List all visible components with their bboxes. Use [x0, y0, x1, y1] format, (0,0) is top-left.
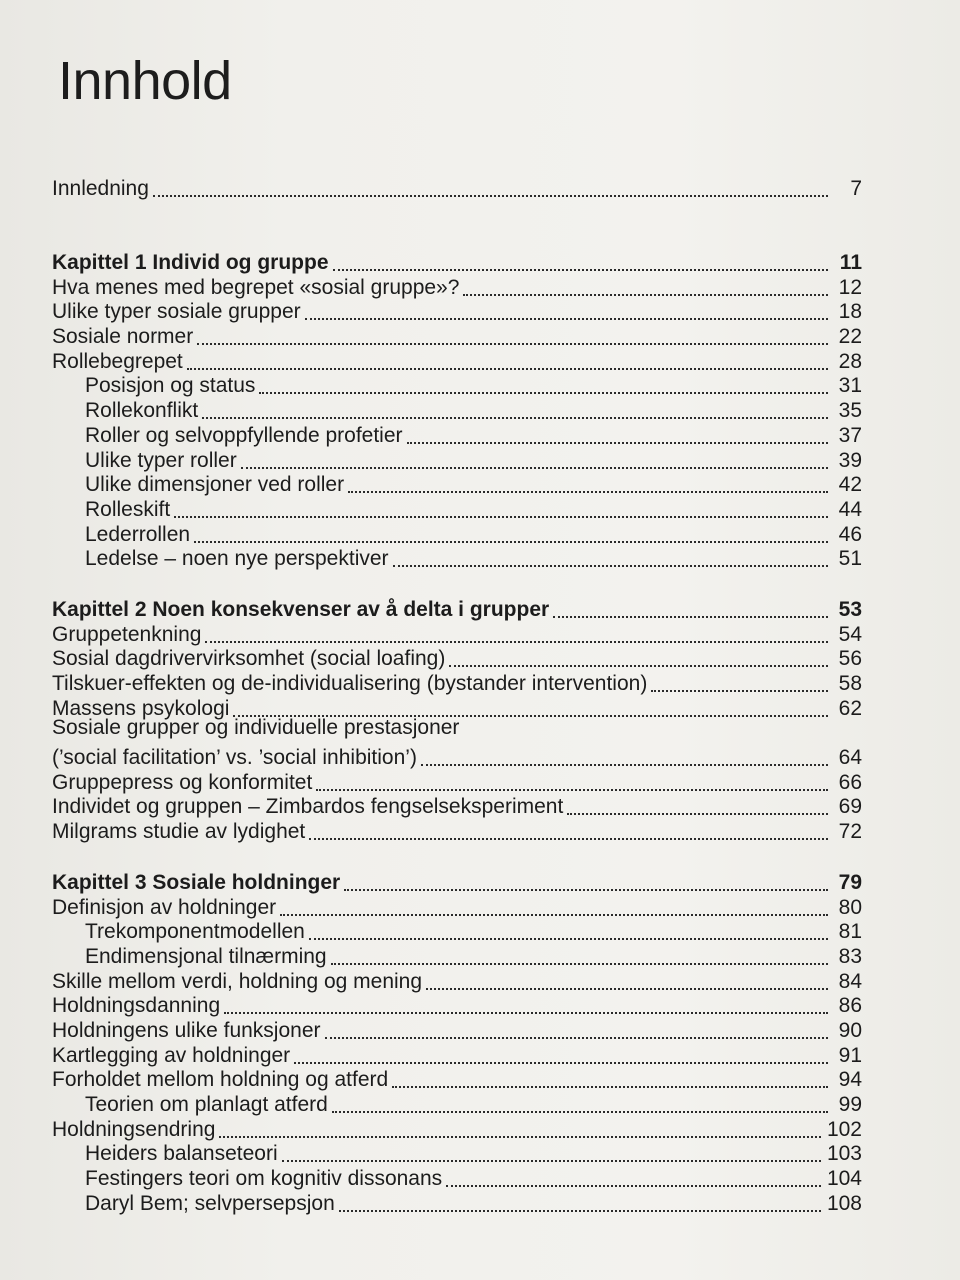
toc-entry — [52, 172, 862, 220]
toc-page-number: 31 — [838, 374, 862, 398]
dot-leader — [332, 1090, 828, 1113]
dot-leader — [449, 644, 828, 667]
dot-leader — [567, 792, 828, 815]
toc-page-number: 64 — [838, 746, 862, 770]
toc-entry-label: Holdningsdanning — [52, 994, 221, 1018]
toc-entry-label: Ledelse – noen nye perspektiver — [85, 547, 389, 571]
toc-entry-label: Kapittel 1 Individ og gruppe — [52, 251, 329, 274]
toc-entry-label: Holdningsendring — [52, 1117, 216, 1141]
dot-leader — [187, 347, 828, 370]
toc-entry-label: Ulike typer roller — [85, 448, 237, 472]
toc-entry-label: Kapittel 2 Noen konsekvenser av å delta i grupper — [52, 597, 550, 621]
toc-subsection-entry — [52, 493, 862, 521]
toc-entry-label: Kapittel 3 Sosiale holdninger — [52, 870, 341, 894]
toc-entry-label: Endimensjonal tilnærming — [85, 944, 327, 968]
dot-leader — [344, 868, 828, 891]
dot-leader — [309, 817, 828, 840]
toc-entry-label: Massens psykologi — [52, 696, 230, 720]
toc-page-number: 79 — [838, 870, 862, 894]
dot-leader — [202, 396, 828, 419]
dot-leader — [553, 595, 828, 618]
dot-leader — [233, 694, 828, 717]
toc-page-number: 81 — [838, 920, 862, 944]
toc-entry — [52, 716, 862, 741]
toc-entry-label: Ulike dimensjoner ved roller — [85, 473, 345, 497]
toc-page-number: 12 — [838, 275, 862, 299]
dot-leader — [197, 322, 828, 345]
toc-entry-label: Teorien om planlagt atferd — [85, 1093, 328, 1116]
toc-entry-label: Trekomponentmodellen — [85, 920, 305, 944]
toc-entry-label: Lederrollen — [85, 522, 191, 546]
table-of-contents — [52, 172, 862, 1215]
toc-page-number: 102 — [826, 1117, 862, 1141]
toc-entry-label: Hva menes med begrepet «sosial gruppe»? — [52, 275, 460, 299]
toc-entry-label: Festingers teori om kognitiv dissonans — [85, 1167, 443, 1191]
toc-page-number: 42 — [838, 473, 862, 497]
toc-entry-label: Gruppetenkning — [52, 622, 202, 646]
toc-entry-label: Sosiale grupper og individuelle prestasjoner — [52, 716, 460, 740]
toc-page-number: 108 — [826, 1191, 862, 1215]
toc-page-number: 83 — [838, 944, 862, 968]
toc-chapter-entry — [52, 246, 862, 274]
toc-entry-label: Holdningens ulike funksjoner — [52, 1018, 321, 1042]
dot-leader — [333, 248, 828, 271]
toc-page-number: 53 — [838, 597, 862, 621]
toc-page-number: 72 — [838, 820, 862, 844]
toc-entry-label: Rollekonflikt — [85, 399, 199, 423]
toc-page-number: 104 — [826, 1167, 862, 1191]
dot-leader — [305, 297, 828, 320]
dot-leader — [392, 1065, 828, 1088]
toc-page-number: 84 — [838, 969, 862, 993]
dot-leader — [194, 520, 828, 543]
dot-leader — [446, 1164, 821, 1187]
dot-leader — [463, 273, 828, 296]
toc-page-number: 69 — [838, 795, 862, 819]
toc-entry-label: (’social facilitation’ vs. ’social inhibition’) — [52, 746, 417, 770]
toc-entry-label: Daryl Bem; selvpersepsjon — [85, 1191, 335, 1215]
toc-page-number: 18 — [838, 300, 862, 324]
toc-entry-label: Sosiale normer — [52, 325, 194, 349]
toc-page-number: 62 — [838, 696, 862, 720]
toc-page-number: 80 — [838, 895, 862, 919]
dot-leader — [421, 743, 828, 766]
toc-page-number: 35 — [838, 399, 862, 423]
toc-chapter-entry — [52, 593, 862, 621]
dot-leader — [651, 669, 828, 692]
toc-entry-label: Gruppepress og konformitet — [52, 770, 313, 794]
section-spacer — [52, 220, 862, 246]
dot-leader — [174, 495, 828, 518]
toc-page-number: 22 — [838, 325, 862, 349]
toc-page-number: 28 — [838, 349, 862, 373]
dot-leader — [407, 421, 828, 444]
toc-page-number: 39 — [838, 448, 862, 472]
toc-page-number: 86 — [838, 994, 862, 1018]
toc-page-number: 37 — [838, 423, 862, 447]
toc-entry-label: Skille mellom verdi, holdning og mening — [52, 969, 423, 993]
toc-page-number: 66 — [838, 770, 862, 794]
dot-leader — [348, 470, 828, 493]
toc-entry-label: Rollebegrepet — [52, 349, 183, 373]
dot-leader — [241, 446, 828, 469]
toc-page-number: 91 — [838, 1043, 862, 1067]
dot-leader — [153, 174, 828, 197]
toc-entry-label: Posisjon og status — [85, 374, 256, 398]
dot-leader — [219, 1115, 821, 1138]
page-title: Innhold — [58, 51, 232, 112]
toc-page-number: 51 — [838, 547, 862, 571]
toc-page-number: 11 — [839, 251, 862, 274]
toc-entry — [52, 741, 862, 770]
toc-entry-label: Definisjon av holdninger — [52, 895, 277, 919]
dot-leader — [224, 991, 828, 1014]
dot-leader — [426, 967, 828, 990]
dot-leader — [280, 893, 828, 916]
toc-entry-label: Rolleskift — [85, 497, 171, 521]
toc-page-number: 44 — [838, 497, 862, 521]
dot-leader — [294, 1041, 828, 1064]
toc-page-number: 46 — [838, 522, 862, 546]
toc-entry-label: Innledning — [52, 177, 149, 200]
dot-leader — [205, 620, 828, 643]
toc-page-number: 90 — [838, 1018, 862, 1042]
toc-entry-label: Individet og gruppen – Zimbardos fengselseksperiment — [52, 795, 564, 819]
dot-leader — [282, 1139, 821, 1162]
dot-leader — [393, 544, 828, 567]
toc-entry-label: Kartlegging av holdninger — [52, 1043, 291, 1067]
toc-entry-label: Roller og selvoppfyllende profetier — [85, 423, 403, 447]
toc-entry-label: Heiders balanseteori — [85, 1142, 278, 1166]
dot-leader — [331, 942, 828, 965]
toc-chapter-entry — [52, 866, 862, 894]
toc-page-number: 99 — [838, 1093, 862, 1116]
dot-leader — [259, 371, 828, 394]
toc-page-number: 56 — [838, 647, 862, 671]
toc-entry-label: Milgrams studie av lydighet — [52, 820, 306, 844]
dot-leader — [339, 1189, 821, 1212]
toc-page-number: 103 — [826, 1142, 862, 1166]
dot-leader — [325, 1016, 829, 1039]
toc-entry-label: Tilskuer-effekten og de-individualisering (bystander intervention) — [52, 672, 648, 695]
toc-page-number: 94 — [838, 1068, 862, 1092]
toc-page-number: 7 — [850, 177, 862, 200]
toc-page-number: 54 — [838, 622, 862, 646]
toc-entry-label: Sosial dagdrivervirksomhet (social loafing) — [52, 647, 446, 671]
dot-leader — [316, 768, 828, 791]
toc-entry-label: Forholdet mellom holdning og atferd — [52, 1068, 389, 1092]
toc-page-number: 58 — [838, 672, 862, 695]
dot-leader — [309, 917, 828, 940]
toc-entry-label: Ulike typer sosiale grupper — [52, 300, 301, 324]
